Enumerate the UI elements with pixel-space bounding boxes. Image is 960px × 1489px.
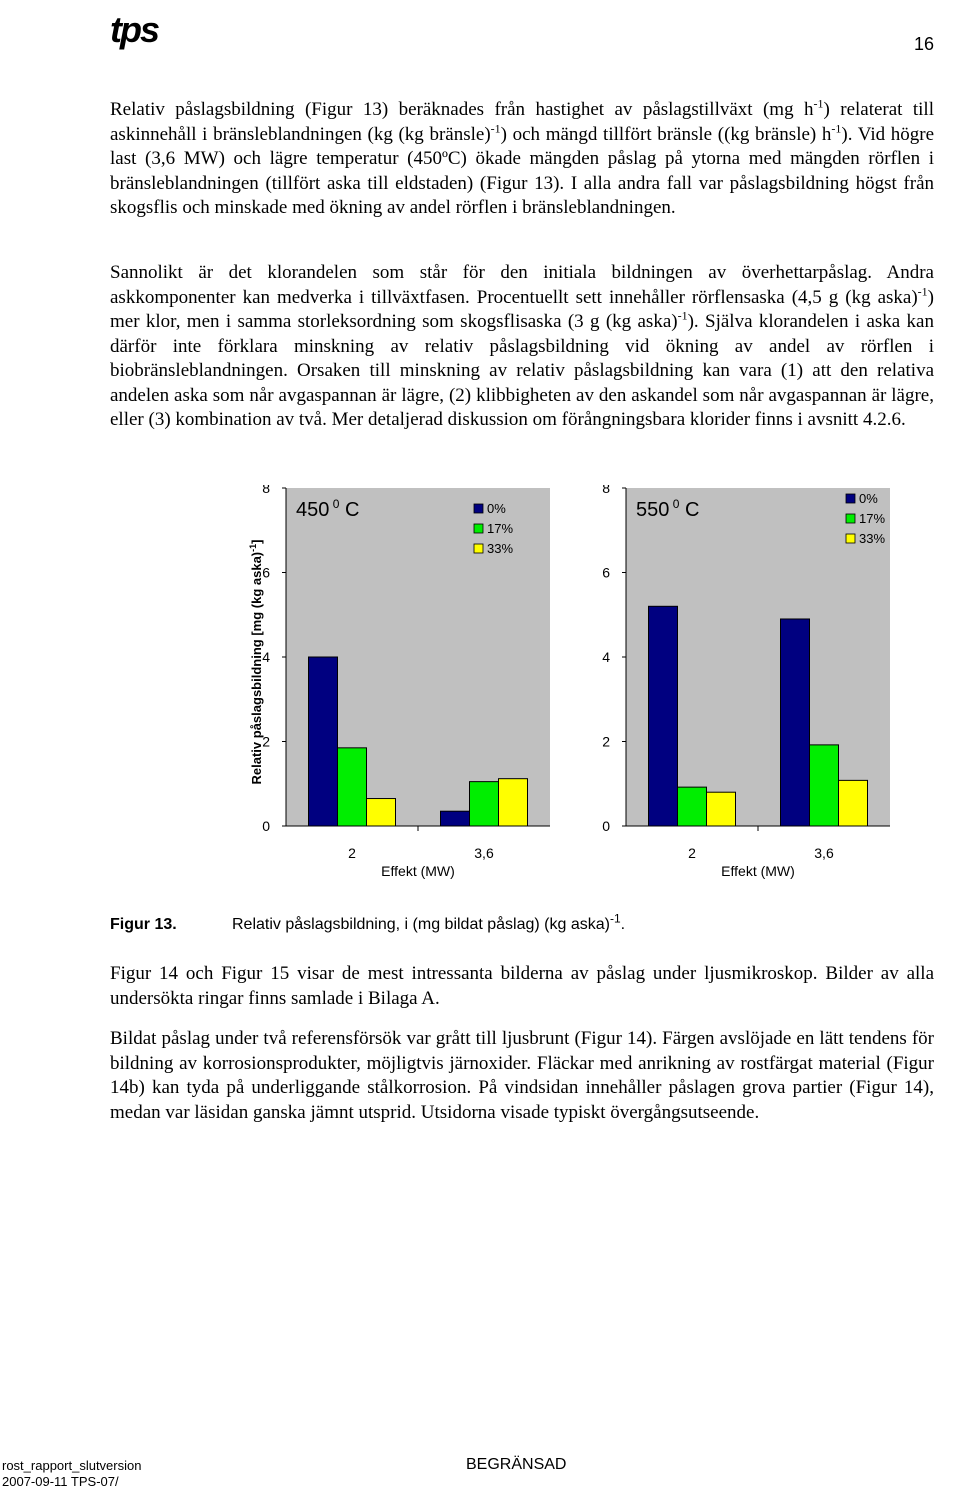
- page-number: 16: [913, 34, 934, 54]
- legend-swatch: [846, 534, 855, 543]
- y-tick-label: 8: [262, 485, 270, 496]
- bar-0pct-2: [649, 606, 678, 826]
- legend-swatch: [474, 504, 483, 513]
- bar-17pct-2: [338, 748, 367, 826]
- bar-17pct-3_6: [810, 745, 839, 826]
- chart-title: 450 $^0$ C: [296, 497, 360, 521]
- y-tick-label: 2: [262, 733, 270, 750]
- y-tick-label: 0: [262, 818, 270, 834]
- x-tick-label: 3,6: [474, 845, 494, 861]
- bar-33pct-3_6: [499, 779, 528, 826]
- legend-label: 33%: [487, 541, 514, 556]
- y-tick-label: 2: [602, 733, 610, 750]
- legend-label: 17%: [487, 521, 514, 536]
- y-tick-label: 6: [602, 564, 610, 581]
- y-tick-label: 4: [602, 649, 610, 665]
- footer-classification: BEGRÄNSAD: [466, 1456, 567, 1473]
- figure-caption-text: Relativ påslagsbildning, i (mg bildat påslag) (kg aska): [232, 916, 610, 933]
- footer-date-ref: 2007-09-11 TPS-07/: [2, 1474, 119, 1489]
- bar-33pct-2: [367, 799, 396, 826]
- y-tick-label: 4: [262, 649, 270, 665]
- x-tick-label: 2: [348, 845, 356, 861]
- figure-number: Figur 13.: [110, 916, 177, 933]
- y-axis-label: Relativ påslagsbildning [mg (kg aska)$^{-1}$]: [248, 539, 264, 785]
- legend-swatch: [846, 494, 855, 503]
- chart-550c: [580, 485, 900, 890]
- chart-450c: [240, 485, 560, 890]
- paragraph-2: Sannolikt är det klorandelen som står för den initiala bildningen av överhettarpåslag. Andra askkomponenter kan medverka i tillväxtfasen. Procentuellt sett innehåller rörflensaska (4,5 g (kg aska)$^{-1}$) mer klor, men i samma storleksordning som skogsflisaska (3 g (kg aska)$^{-1}$). Själva klorandelen i aska kan därför inte förklara minskning av relativ påslagsbildning vid ökning av andel av rörflen i biobränsleblandningen. Orsaken till minskning av relativ påslagsbildning kan vara (1) att den relativa andelen aska som når avgaspannan är lägre, (2) klibbigheten av den askandel som når avgaspannan är lägre, eller (3) kombination av två. Mer detaljerad diskussion om förångningsbara klorider finns i avsnitt 4.2.6.: [110, 262, 934, 430]
- y-tick-label: 0: [602, 818, 610, 834]
- legend-swatch: [474, 544, 483, 553]
- legend-label: 33%: [859, 531, 886, 546]
- chart-title: 550 $^0$ C: [636, 497, 700, 521]
- bar-0pct-2: [309, 657, 338, 826]
- x-axis-label: Effekt (MW): [721, 863, 795, 879]
- y-tick-label: 6: [262, 564, 270, 581]
- paragraph-4: Bildat påslag under två referensförsök var grått till ljusbrunt (Figur 14). Färgen avslöjade en lätt tendens för bildning av korrosionsprodukter, möjligtvis järnoxider. Fläckar med anrikning av rostfärgat material (Figur 14b) kan tyda på underliggande stålkorrosion. På vindsidan innehåller påslagen grova partier (Figur 14), medan var läsidan ganska jämnt utsprid. Utsidorna visade typiskt övergångsutseende.: [110, 1028, 934, 1123]
- x-axis-label: Effekt (MW): [381, 863, 455, 879]
- legend-label: 0%: [487, 501, 506, 516]
- logo-text: tps: [110, 9, 158, 50]
- footer-filename: rost_rapport_slutversion: [2, 1458, 142, 1473]
- bar-33pct-2: [707, 792, 736, 826]
- legend-label: 0%: [859, 491, 878, 506]
- legend-label: 17%: [859, 511, 886, 526]
- bar-17pct-2: [678, 787, 707, 826]
- x-tick-label: 2: [688, 845, 696, 861]
- figure-caption: Figur 13. Relativ påslagsbildning, i (mg bildat påslag) (kg aska)$^{-1}$.: [110, 911, 626, 933]
- x-tick-label: 3,6: [814, 845, 834, 861]
- bar-0pct-3_6: [441, 811, 470, 826]
- chart-550c-svg: [580, 485, 900, 885]
- legend-swatch: [474, 524, 483, 533]
- bar-17pct-3_6: [470, 782, 499, 826]
- tps-logo: [110, 6, 164, 54]
- paragraph-1: Relativ påslagsbildning (Figur 13) beräknades från hastighet av påslagstillväxt (mg $h^{-1}$) relaterat till askinnehåll i bränsleblandningen (kg (kg bränsle)$^{-1}$) och mängd tillfört bränsle ((kg bränsle) $h^{-1}$). Vid högre last (3,6 MW) och lägre temperatur (450ºC) ökade mängden påslag på ytorna med mängden rörflen i bränsleblandningen (tillfört aska till eldstaden) (Figur 13). I alla andra fall var påslagsbildning högst från skogsflis och minskade med ökning av andel rörflen i bränsleblandningen.: [110, 96, 935, 218]
- paragraph-3: Figur 14 och Figur 15 visar de mest intressanta bilderna av påslag under ljusmikroskop. Bilder av alla undersökta ringar finns samlade i Bilaga A.: [110, 963, 934, 1009]
- bar-0pct-3_6: [781, 619, 810, 826]
- chart-450c-svg: [240, 485, 560, 885]
- legend-swatch: [846, 514, 855, 523]
- bar-33pct-3_6: [839, 780, 868, 826]
- y-tick-label: 8: [602, 485, 610, 496]
